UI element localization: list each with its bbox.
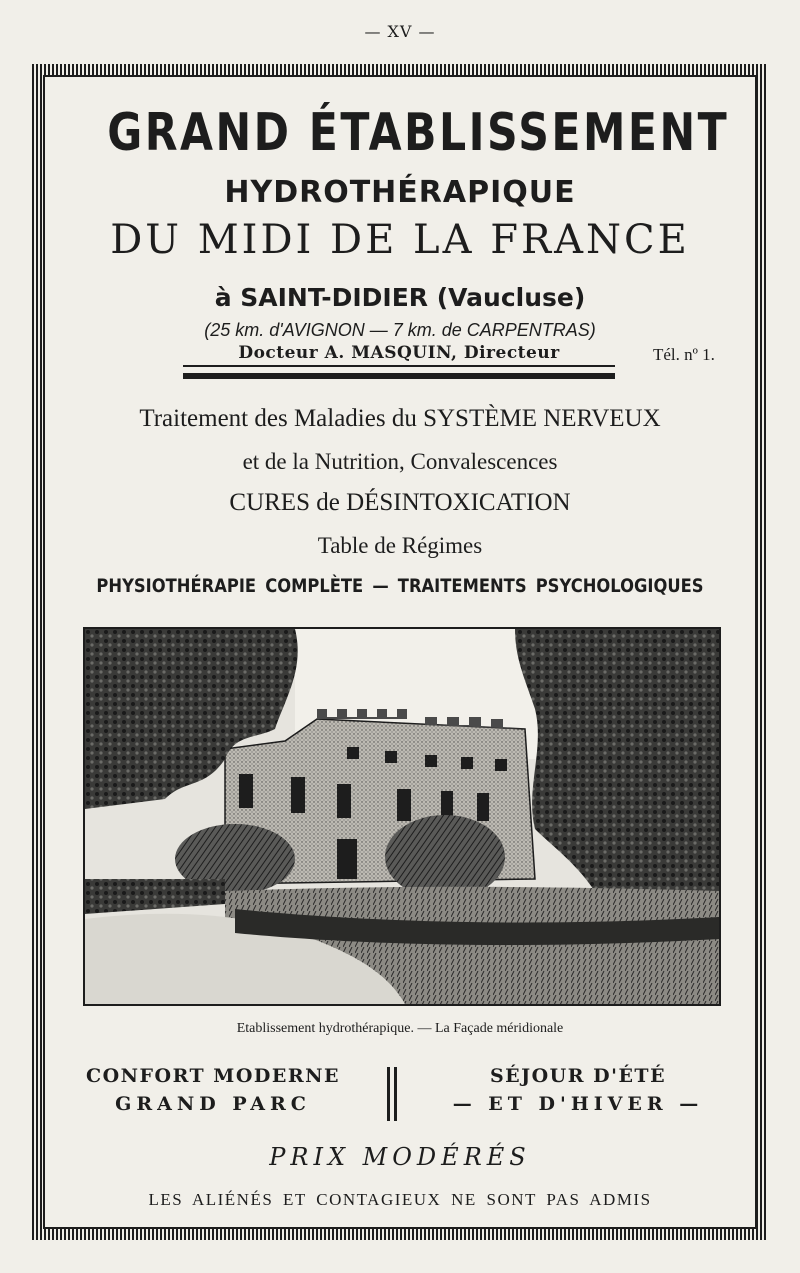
amenity-grand-parc: GRAND PARC <box>115 1093 311 1115</box>
director-line: Docteur A. MASQUIN, Directeur <box>183 343 615 367</box>
advertisement-content <box>43 75 757 1229</box>
page-number: — XV — <box>364 22 436 41</box>
treatment-line-5: PHYSIOTHÉRAPIE COMPLÈTE — TRAITEMENTS PSYCHOLOGIQUES <box>96 575 704 597</box>
amenity-et-hiver: — ET D'HIVER — <box>452 1093 704 1115</box>
amenity-sejour-ete: SÉJOUR D'ÉTÉ <box>489 1065 667 1087</box>
amenity-confort-moderne: CONFORT MODERNE <box>86 1065 340 1087</box>
header-rule <box>183 373 615 379</box>
amenities-left <box>63 1065 363 1115</box>
building-engraving <box>83 627 721 1006</box>
treatment-line-3: CURES de DÉSINTOXICATION <box>229 489 571 516</box>
amenities-right <box>428 1065 728 1115</box>
title-hydrotherapique: HYDROTHÉRAPIQUE <box>224 175 576 210</box>
engraving-drawing <box>85 629 719 1004</box>
double-vertical-divider <box>387 1067 397 1121</box>
advertisement-frame <box>32 64 768 1240</box>
distances-line: (25 km. d'AVIGNON — 7 km. de CARPENTRAS) <box>204 320 596 340</box>
admission-notice: LES ALIÉNÉS ET CONTAGIEUX NE SONT PAS ADMIS <box>148 1190 652 1209</box>
telephone-number: Tél. nº 1. <box>653 345 715 364</box>
treatment-line-1: Traitement des Maladies du SYSTÈME NERVEUX <box>139 405 661 432</box>
illustration-caption: Etablissement hydrothérapique. — La Façade méridionale <box>236 1021 564 1036</box>
prix-moderes: PRIX MODÉRÉS <box>269 1143 531 1171</box>
treatment-line-4: Table de Régimes <box>317 533 483 558</box>
treatment-line-2: et de la Nutrition, Convalescences <box>242 449 558 474</box>
location-line: à SAINT-DIDIER (Vaucluse) <box>214 283 586 312</box>
title-grand-etablissement: GRAND ÉTABLISSEMENT <box>107 103 730 163</box>
amenities-block <box>43 1065 757 1135</box>
title-midi-de-la-france: DU MIDI DE LA FRANCE <box>110 217 690 263</box>
